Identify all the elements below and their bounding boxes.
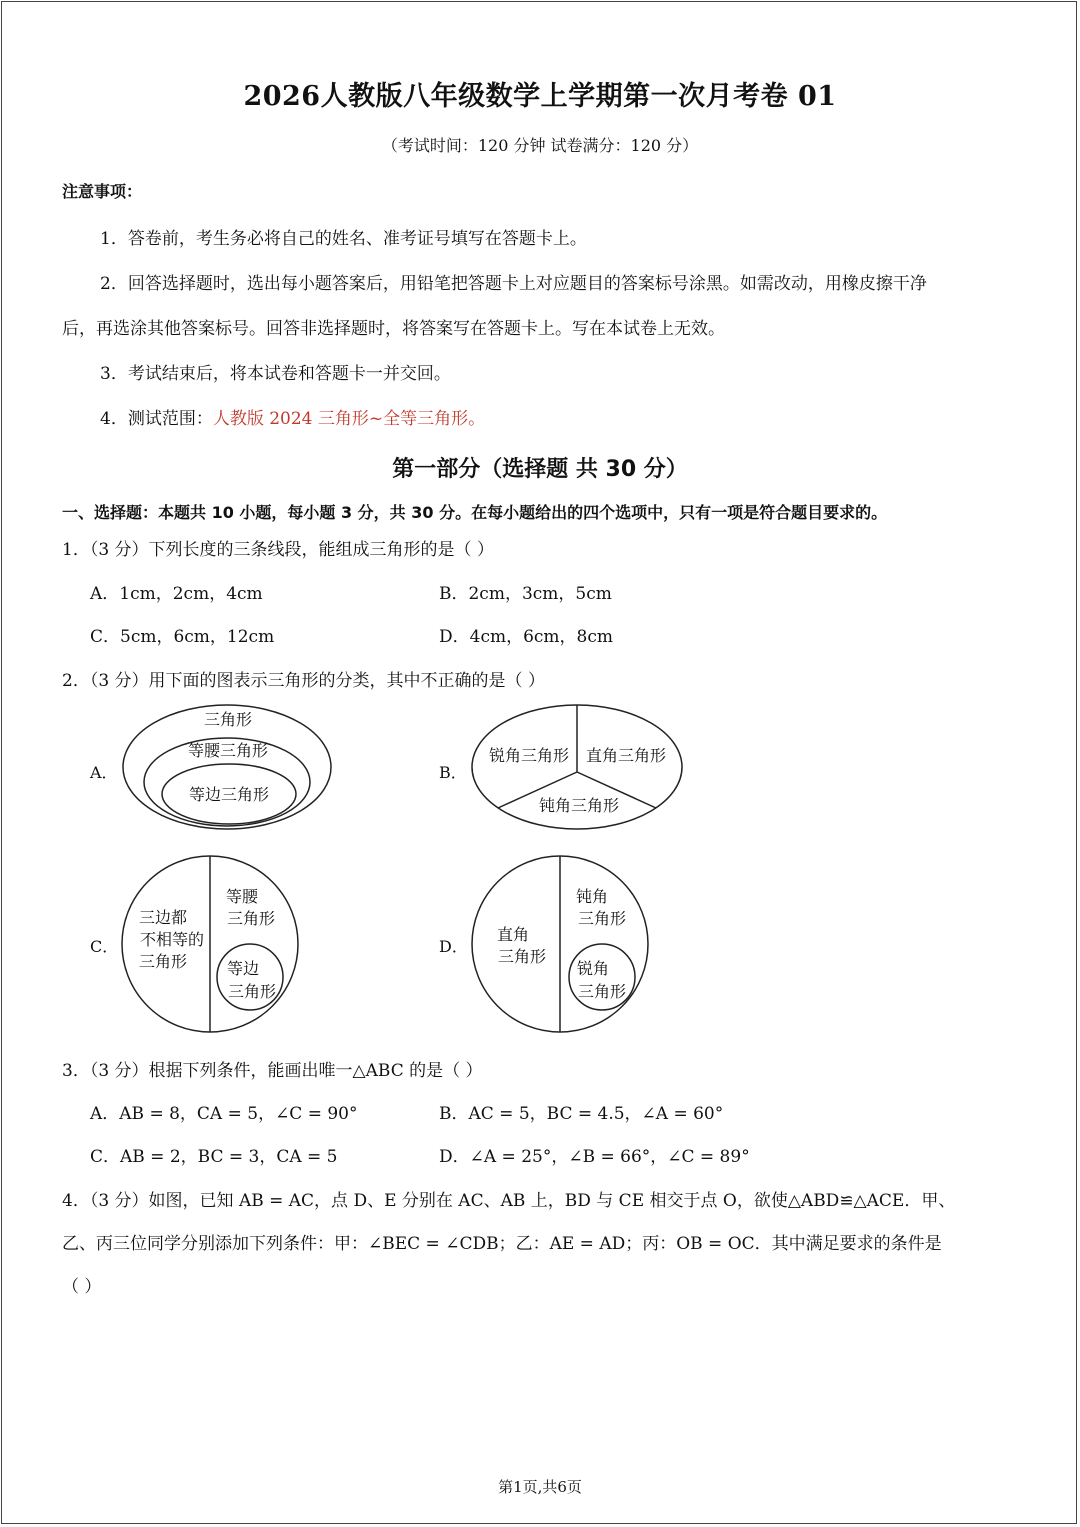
q2-label-b[interactable]: B． bbox=[439, 763, 467, 782]
diagram-d-inner-label-2: 三角形 bbox=[577, 982, 627, 1001]
diagram-d-left-label-2: 三角形 bbox=[497, 947, 547, 966]
q1-option-c[interactable]: C．5cm，6cm，12cm bbox=[90, 627, 275, 647]
notice-heading: 注意事项： bbox=[62, 182, 143, 201]
diagram-d bbox=[472, 856, 648, 1032]
exam-page bbox=[1, 1, 1077, 1524]
notice-item-3: 3．考试结束后，将本试卷和答题卡一并交回。 bbox=[100, 364, 451, 384]
q3-option-d[interactable]: D．∠A = 25°，∠B = 66°，∠C = 89° bbox=[439, 1147, 750, 1167]
diagram-d-right-label-1: 钝角 bbox=[575, 887, 609, 906]
q3-option-b[interactable]: B．AC = 5，BC = 4.5，∠A = 60° bbox=[439, 1104, 724, 1124]
q2-diagrams bbox=[2, 2, 1078, 1102]
diagram-c-right-label-1: 等腰 bbox=[225, 887, 259, 906]
q2-label-c[interactable]: C． bbox=[90, 937, 119, 956]
diagram-d-right-label-2: 三角形 bbox=[577, 909, 627, 928]
page-footer: 第1页,共6页 bbox=[498, 1478, 582, 1496]
q4-stem-line-2: 乙、丙三位同学分别添加下列条件：甲：∠BEC = ∠CDB；乙：AE = AD；丙：OB = OC．其中满足要求的条件是 bbox=[62, 1234, 942, 1254]
test-range: 人教版 2024 三角形~全等三角形。 bbox=[212, 409, 486, 429]
q4-stem-line-1: 4．（3 分）如图，已知 AB = AC，点 D、E 分别在 AC、AB 上，BD 与 CE 相交于点 O，欲使△ABD≌△ACE．甲、 bbox=[62, 1191, 956, 1211]
diagram-a-middle-label: 等腰三角形 bbox=[187, 741, 269, 760]
q3-option-c[interactable]: C．AB = 2，BC = 3，CA = 5 bbox=[90, 1147, 338, 1167]
q4-stem-line-3: （ ） bbox=[62, 1277, 102, 1297]
diagram-c-left-label-1: 三边都 bbox=[138, 908, 188, 927]
q2-label-d[interactable]: D． bbox=[439, 937, 468, 956]
q2-label-a[interactable]: A． bbox=[90, 763, 118, 782]
notice-item-2-line-1: 2．回答选择题时，选出每小题答案后，用铅笔把答题卡上对应题目的答案标号涂黑。如需改动，用橡皮擦干净 bbox=[100, 274, 927, 294]
q1-option-a[interactable]: A．1cm，2cm，4cm bbox=[90, 584, 263, 604]
diagram-c-left-label-2: 不相等的 bbox=[139, 930, 205, 949]
diagram-c-inner-label-1: 等边 bbox=[226, 959, 260, 978]
diagram-a-inner-label: 等边三角形 bbox=[188, 785, 270, 804]
diagram-b-left-label: 锐角三角形 bbox=[488, 746, 570, 765]
diagram-c-right-label-2: 三角形 bbox=[226, 909, 276, 928]
exam-title: 2026人教版八年级数学上学期第一次月考卷 01 bbox=[243, 81, 837, 112]
q1-stem: 1．（3 分）下列长度的三条线段，能组成三角形的是（ ） bbox=[62, 540, 494, 560]
q1-option-b[interactable]: B．2cm，3cm，5cm bbox=[439, 584, 612, 604]
diagram-b-right-label: 直角三角形 bbox=[585, 746, 667, 765]
part1-title: 第一部分（选择题 共 30 分） bbox=[392, 457, 688, 482]
diagram-b-bottom-label: 钝角三角形 bbox=[538, 796, 620, 815]
part1-instruction: 一、选择题：本题共 10 小题，每小题 3 分，共 30 分。在每小题给出的四个选项中，只有一项是符合题目要求的。 bbox=[62, 503, 888, 522]
diagram-c-left-label-3: 三角形 bbox=[138, 952, 188, 971]
diagram-a-outer-label: 三角形 bbox=[203, 710, 253, 729]
diagram-d-inner-label-1: 锐角 bbox=[576, 959, 610, 978]
q3-option-a[interactable]: A．AB = 8，CA = 5，∠C = 90° bbox=[90, 1104, 358, 1124]
notice-item-4-prefix: 4．测试范围： bbox=[100, 409, 213, 429]
q2-stem: 2．（3 分）用下面的图表示三角形的分类，其中不正确的是（ ） bbox=[62, 671, 545, 691]
q1-option-d[interactable]: D．4cm，6cm，8cm bbox=[439, 627, 614, 647]
notice-item-2-line-2: 后，再选涂其他答案标号。回答非选择题时，将答案写在答题卡上。写在本试卷上无效。 bbox=[62, 319, 725, 339]
q3-stem: 3．（3 分）根据下列条件，能画出唯一△ABC 的是（ ） bbox=[62, 1061, 483, 1081]
diagram-d-left-label-1: 直角 bbox=[496, 925, 530, 944]
diagram-c-inner-label-2: 三角形 bbox=[227, 982, 277, 1001]
exam-subtitle: （考试时间：120 分钟 试卷满分：120 分） bbox=[381, 136, 699, 155]
notice-item-1: 1．答卷前，考生务必将自己的姓名、准考证号填写在答题卡上。 bbox=[100, 229, 587, 249]
